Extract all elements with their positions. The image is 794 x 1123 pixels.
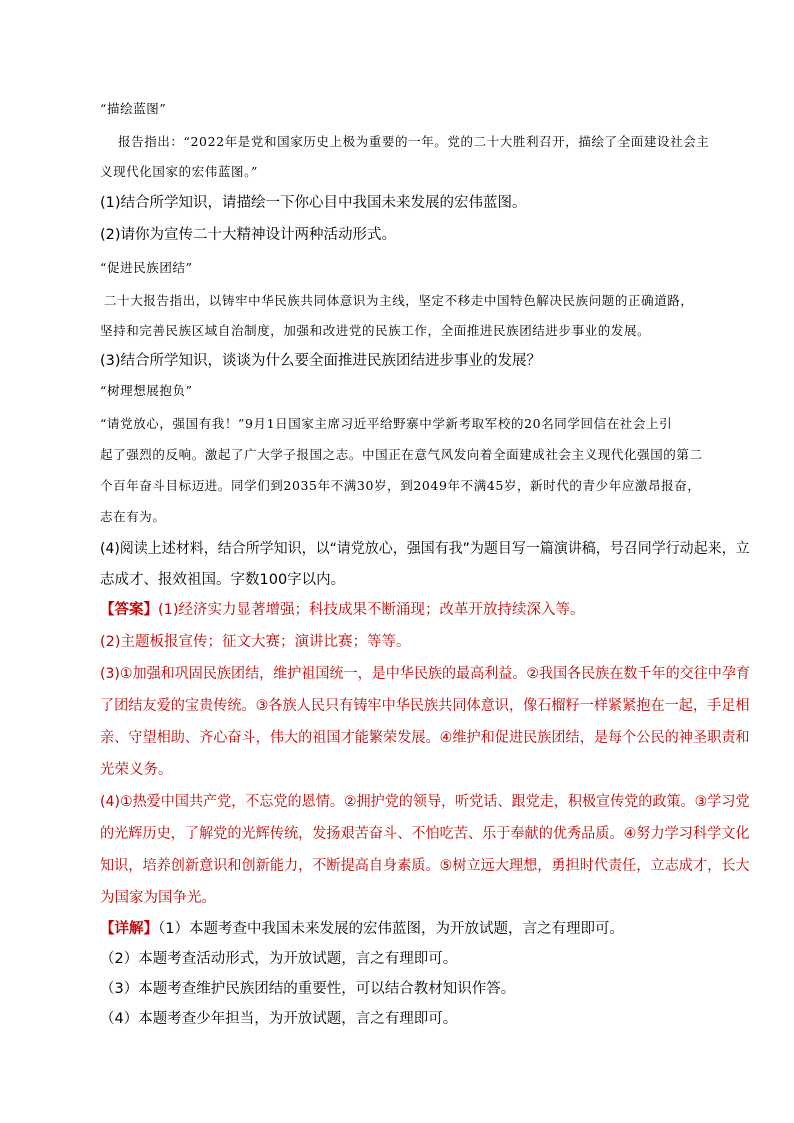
answer-4-cont: 知识，培养创新意识和创新能力，不断提高自身素质。⑤树立远大理想，勇担时代责任，立志成才，长大 (100, 858, 750, 874)
question-4: (4)阅读上述材料，结合所学知识，以“请党放心，强国有我”为题目写一篇演讲稿，号召同学行动起来，立 (100, 541, 750, 557)
material-text: 义现代化国家的宏伟蓝图。” (100, 164, 258, 179)
section-title-blueprint: “描绘蓝图” (100, 101, 167, 116)
detail-row-1 (100, 922, 624, 937)
answer-4-cont: 为国家为国争光。 (100, 890, 216, 906)
section-title-ideal: “树理想展抱负” (100, 383, 193, 398)
answer-1: (1)经济实力显著增强；科技成果不断涌现；改革开放持续深入等。 (158, 602, 585, 618)
question-3: (3)结合所学知识，谈谈为什么要全面推进民族团结进步事业的发展？ (100, 353, 542, 369)
material-text: 志在有为。 (100, 509, 166, 524)
detail-3: （3）本题考查维护民族团结的重要性，可以结合教材知识作答。 (100, 981, 516, 997)
material-text: 坚持和完善民族区域自治制度，加强和改进党的民族工作，全面推进民族团结进步事业的发展。 (100, 323, 651, 338)
answer-3: (3)①加强和巩固民族团结，维护祖国统一，是中华民族的最高利益。②我国各民族在数千年的交往中孕育 (100, 666, 751, 682)
detail-4: （4）本题考查少年担当，为开放试题，言之有理即可。 (100, 1011, 458, 1027)
answer-4-cont: 的光辉历史，了解党的光辉传统，发扬艰苦奋斗、不怕吃苦、乐于奉献的优秀品质。④努力学习科学文化 (100, 826, 750, 842)
material-text: 个百年奋斗目标迈进。同学们到2035年不满30岁，到2049年不满45岁，新时代的青少年应激昂报奋， (100, 478, 701, 493)
material-text: “请党放心，强国有我！”9月1日国家主席习近平给野寨中学新考取军校的20名同学回信在社会上引 (100, 416, 673, 431)
detail-label: 【详解】 (100, 921, 158, 937)
answer-3-cont: 了团结友爱的宝贵传统。③各族人民只有铸牢中华民族共同体意识，像石榴籽一样紧紧抱在一起，手足相 (100, 698, 750, 714)
detail-1: （1）本题考查中我国未来发展的宏伟蓝图，为开放试题，言之有理即可。 (158, 921, 624, 937)
answer-3-cont: 亲、守望相助、齐心奋斗，伟大的祖国才能繁荣发展。④维护和促进民族团结，是每个公民的神圣职责和 (100, 730, 750, 746)
answer-row-1 (100, 603, 585, 618)
material-text: 二十大报告指出，以铸牢中华民族共同体意识为主线，坚定不移走中国特色解决民族问题的正确道路， (104, 293, 694, 308)
section-title-unity: “促进民族团结” (100, 260, 193, 275)
answer-2: (2)主题板报宣传；征文大赛；演讲比赛；等等。 (100, 634, 411, 650)
material-text: 起了强烈的反响。激起了广大学子报国之志。中国正在意气风发向着全面建成社会主义现代化强国的第二 (100, 447, 703, 462)
detail-2: （2）本题考查活动形式，为开放试题，言之有理即可。 (100, 951, 458, 967)
answer-3-cont: 光荣义务。 (100, 762, 173, 778)
answer-label: 【答案】 (100, 602, 158, 618)
question-1: (1)结合所学知识，请描绘一下你心目中我国未来发展的宏伟蓝图。 (100, 195, 527, 211)
answer-4: (4)①热爱中国共产党，不忘党的恩情。②拥护党的领导，听党话、跟党走，积极宣传党的政策。③学习党 (100, 794, 750, 810)
material-text: 报告指出：“2022年是党和国家历史上极为重要的一年。党的二十大胜利召开，描绘了全面建设社会主 (118, 134, 710, 149)
question-2: (2)请你为宣传二十大精神设计两种活动形式。 (100, 227, 397, 243)
question-4-cont: 志成才、报效祖国。字数100字以内。 (100, 572, 346, 588)
